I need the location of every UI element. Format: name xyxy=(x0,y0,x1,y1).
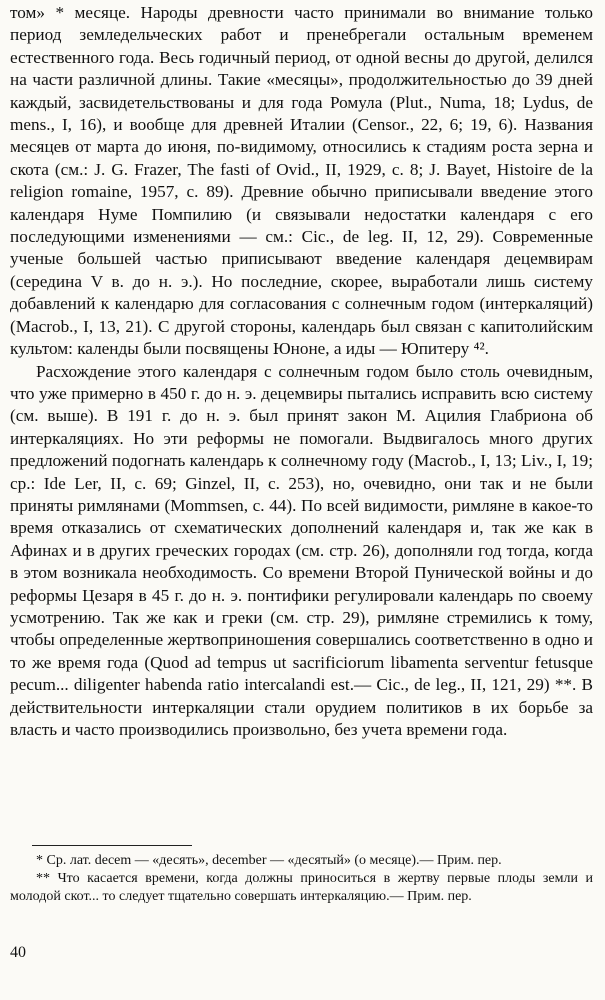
paragraph-1: том» * месяце. Народы древности часто принимали во внимание только период земледельческих работ и пренебрегали остальным временем естественного года. Весь годичный период, от одной весны до другой, делился на части различной длины. Такие «месяцы», продолжительностью до 39 дней каждый, засвидетельствованы и для года Ромула (Plut., Numa, 18; Lydus, de mens., I, 16), и вообще для древней Италии (Censor., 22, 6; 19, 6). Названия месяцев от марта до июня, по-видимому, относились к стадиям роста зерна и скота (см.: J. G. Frazer, The fasti of Ovid., II, 1929, с. 8; J. Bayet, Histoire de la religion romaine, 1957, с. 89). Древние обычно приписывали введение этого календаря Нуме Помпилию (и связывали недостатки календаря с его последующими изменениями — см.: Cic., de leg. II, 12, 29). Современные ученые большей частью приписывают введение календаря децемвирам (середина V в. до н. э.). Но последние, скорее, выработали лишь систему добавлений к календарю для согласования с солнечным годом (интеркаляций) (Macrob., I, 13, 21). С другой стороны, календарь был связан с капитолийским культом: календы были посвящены Юноне, а иды — Юпитеру ⁴². xyxy=(10,3,593,359)
footnote-2: ** Что касается времени, когда должны приноситься в жертву первые плоды земли и молодой скот... то следует тщательно совершать интеркаляцию.— Прим. пер. xyxy=(10,871,593,904)
footnotes xyxy=(10,852,593,906)
footnote-divider xyxy=(32,845,192,846)
main-text xyxy=(10,2,593,741)
page-number: 40 xyxy=(10,944,26,961)
footnote-1: * Ср. лат. decem — «десять», december — «десятый» (о месяце).— Прим. пер. xyxy=(36,853,502,868)
paragraph-2: Расхождение этого календаря с солнечным годом было столь очевидным, что уже примерно в 450 г. до н. э. децемвиры пытались исправить всю систему (см. выше). В 191 г. до н. э. был принят закон М. Ацилия Глабриона об интеркаляциях. Но эти реформы не помогали. Выдвигалось много других предложений подогнать календарь к солнечному году (Macrob., I, 13; Liv., I, 19; ср.: Ide Ler, II, с. 69; Ginzel, II, с. 253), но, очевидно, они так и не были приняты римлянами (Mommsen, с. 44). По всей видимости, римляне в какое-то время отказались от схематических дополнений календаря и, так же как в Афинах и в других греческих городах (см. стр. 26), дополняли год тогда, когда в этом возникала необходимость. Со времени Второй Пунической войны и до реформы Цезаря в 45 г. до н. э. понтифики регулировали календарь по своему усмотрению. Так же как и греки (см. стр. 29), римляне стремились к тому, чтобы определенные жертвоприношения совершались соответственно в одно и то же время года (Quod ad tempus ut sacrificiorum libamenta serventur fetusque pecum... diligenter habenda ratio intercalandi est.— Cic., de leg., II, 121, 29) **. В действительности интеркаляции стали орудием политиков в их борьбе за власть и часто производились произвольно, без учета времени года. xyxy=(10,361,593,739)
